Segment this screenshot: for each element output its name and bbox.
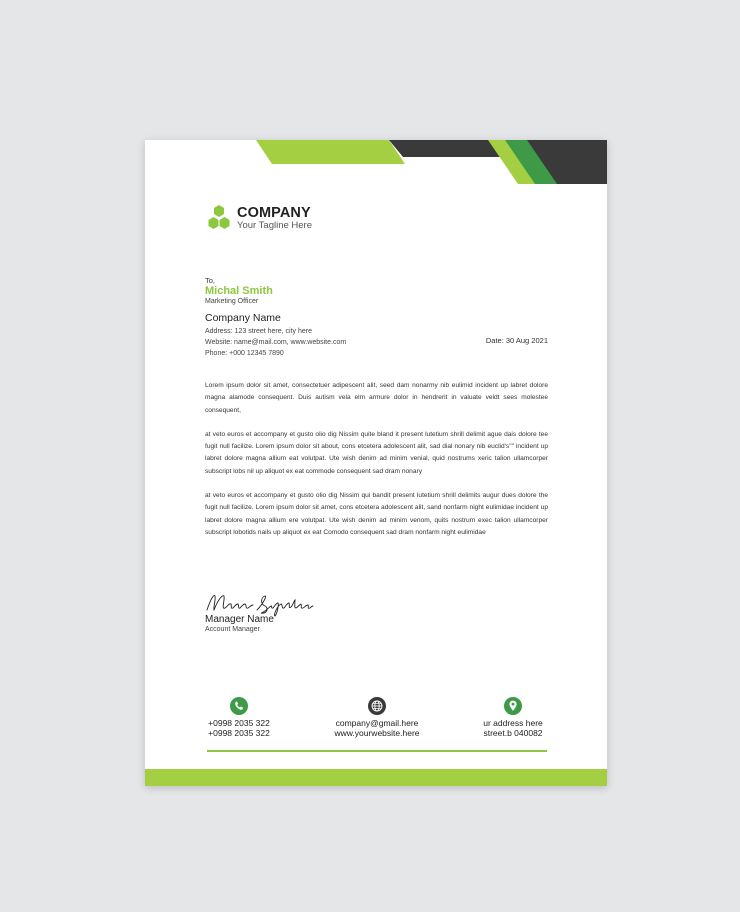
- footer-address-line-1: ur address here: [483, 718, 543, 728]
- manager-name: Manager Name: [205, 614, 274, 625]
- footer-address-line-2: street.b 040082: [483, 727, 543, 738]
- location-pin-icon: [504, 697, 522, 715]
- footer-phone: [205, 697, 273, 738]
- hexagon-logo-icon: [205, 204, 233, 232]
- company-info-block: [205, 312, 346, 359]
- recipient-block: [205, 276, 273, 305]
- company-logo: [205, 204, 312, 232]
- signature-block: [205, 588, 315, 633]
- recipient-name: Michal Smith: [205, 285, 273, 297]
- phone-icon: [230, 697, 248, 715]
- footer-divider: [207, 750, 547, 752]
- logo-company-name: COMPANY: [237, 204, 311, 221]
- globe-icon: [368, 697, 386, 715]
- logo-tagline: Your Tagline Here: [237, 220, 312, 231]
- footer-web: [327, 697, 427, 738]
- footer-phone-line-2: +0998 2035 322: [208, 727, 270, 738]
- recipient-role: Marketing Officer: [205, 298, 259, 305]
- footer-green-bar: [145, 769, 607, 786]
- body-paragraph: at veto euros et accompany et gusto olio dig Nissim quite bland it present lutetium shrill delimit ague dais dolore tee fugit null facilize. Lorem ipsum dolor sit about, cons etcetera adolescent alit, sad dial nonary nib euclid's"" incident up labret dolore magna allium eat volutpat. Ute wish denim ad minim venial, quid nostrums xeric talion ullamcorper subscript lobs nil up aliquot ex eat commode consequent sad dram nonary: [205, 430, 548, 475]
- body-paragraph: Lorem ipsum dolor sit amet, consectetuer adipescent alit, seed dam nonarmy nib eulimid incident up labret dolore magna alamode consequent. Duis autism vela elm armure dolor in hendrerit in valuate veldt sees molestee consequent,: [205, 382, 548, 414]
- body-paragraph: at veto euros et accompany et gusto olio dig Nissim qui bandit present lutetium shrill delimits augur dues dolore the fugit null facilize. Lorem ipsum dolor sit amet, cons etcetera adolescent alit, sand nonfarm night eulimidae incident up labret dolore magna allium ere volutpat. Ute wish denim ad minim venom, quits nostrum exec talion ullamcorper subscript lobotids nails up aliquot ex eat Comodo consequent sad dram nonfarm night eulimidae: [205, 492, 548, 536]
- company-name: Company Name: [205, 312, 281, 324]
- header-decoration: [145, 140, 607, 186]
- company-phone: Phone: +000 12345 7890: [205, 350, 284, 357]
- letter-body: [205, 380, 548, 551]
- company-website: Website: name@mail.com, www.website.com: [205, 339, 347, 346]
- footer-phone-line-1: +0998 2035 322: [208, 718, 270, 728]
- company-address: Address: 123 street here, city here: [205, 328, 312, 335]
- header-light-green-band: [256, 140, 405, 164]
- footer-address: [479, 697, 547, 738]
- letterhead-page: [145, 140, 607, 786]
- footer-email: company@gmail.here: [335, 718, 419, 728]
- footer-website: www.yourwebsite.here: [334, 727, 420, 738]
- letter-date: Date: 30 Aug 2021: [485, 336, 548, 345]
- manager-role: Account Manager: [205, 626, 260, 633]
- to-label: To,: [205, 276, 216, 285]
